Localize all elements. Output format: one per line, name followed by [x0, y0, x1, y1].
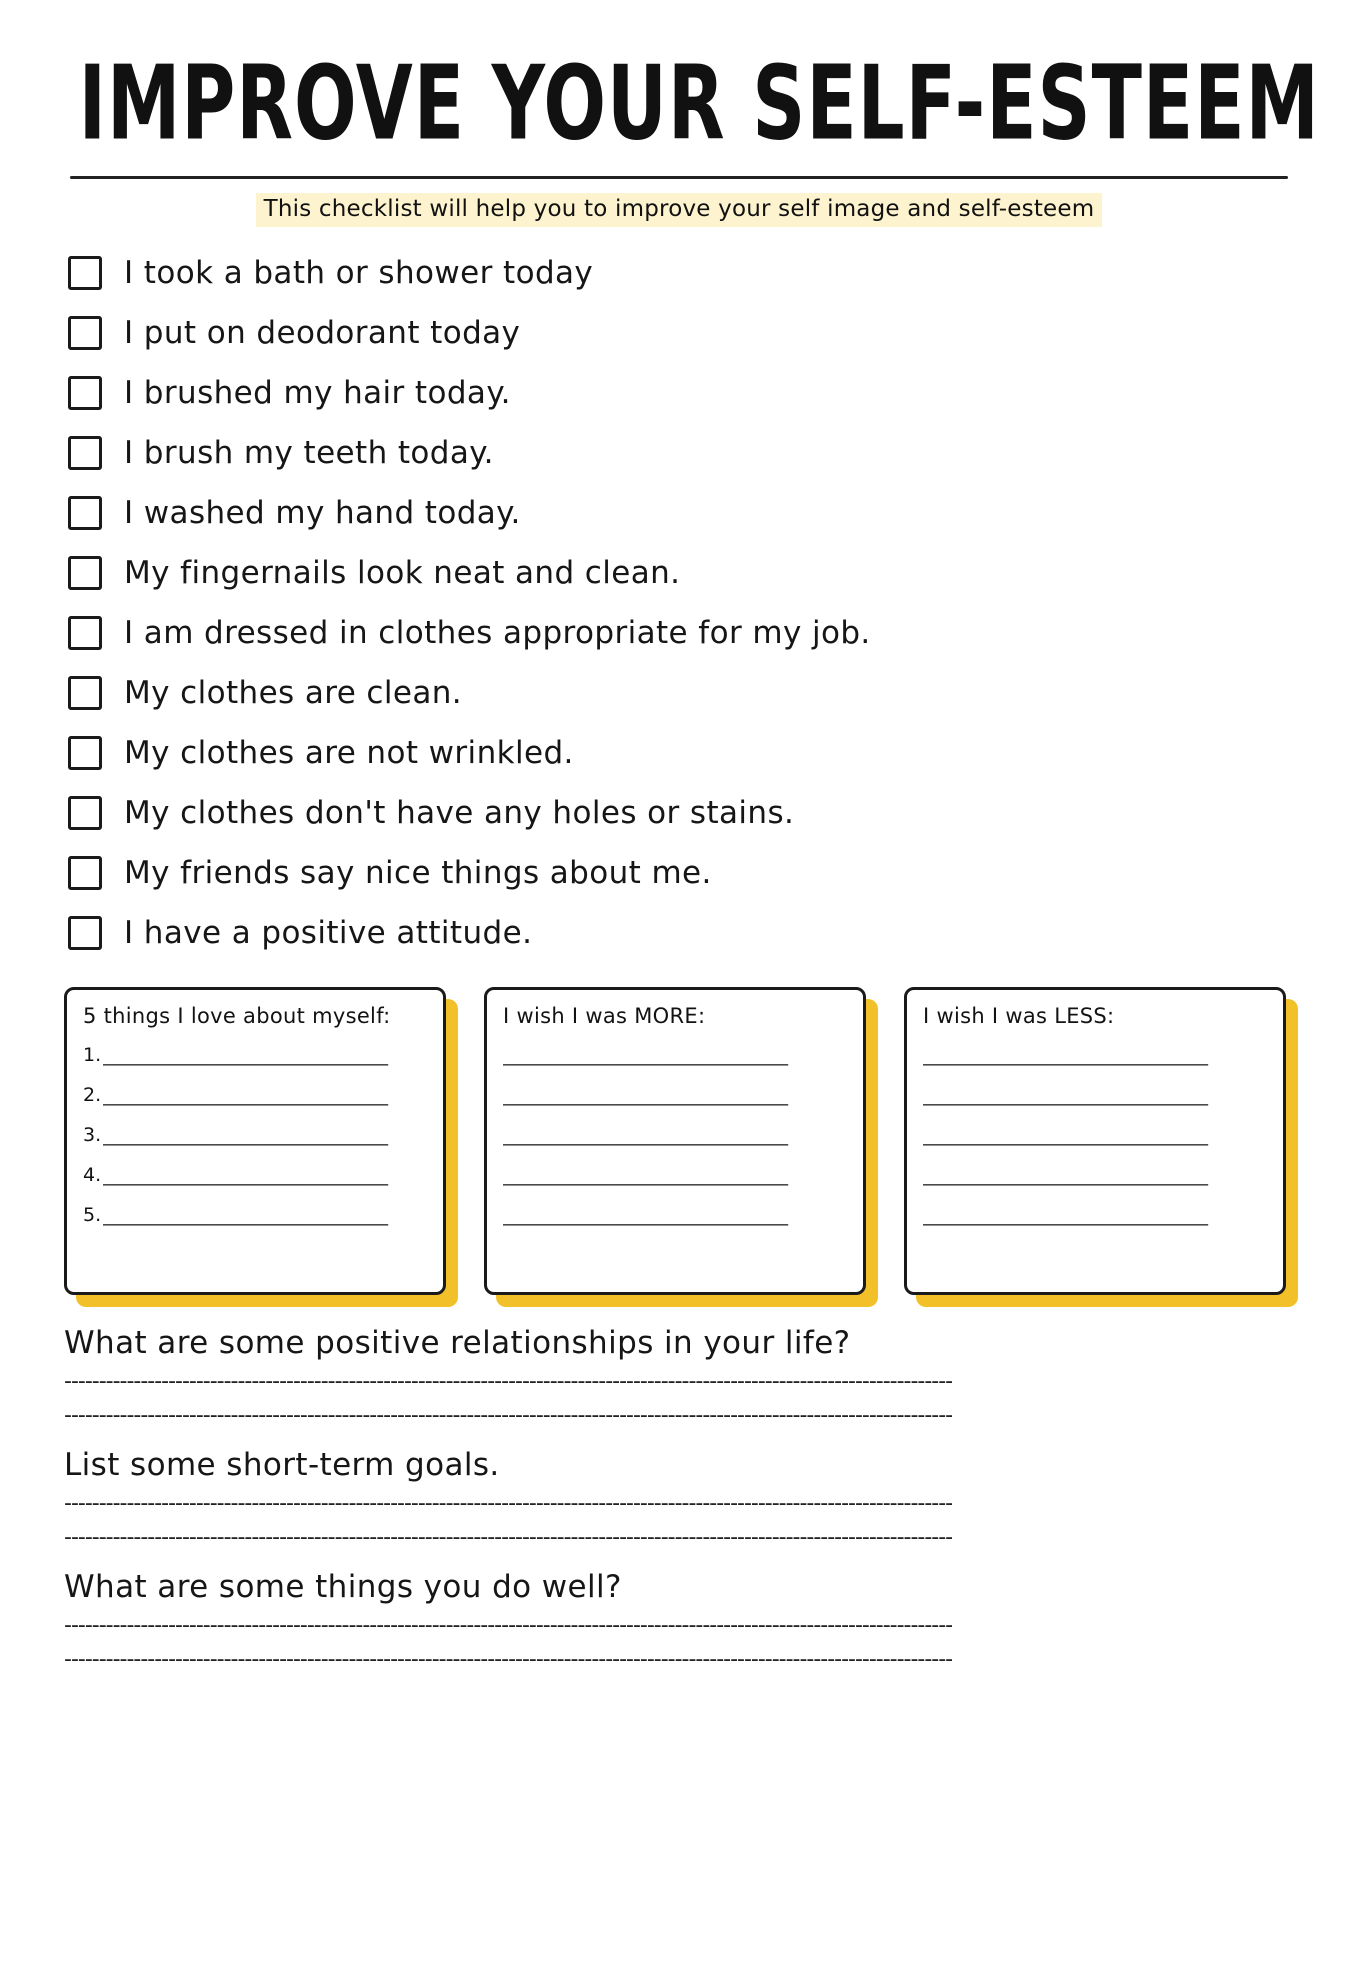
- checklist-item-label: I brushed my hair today.: [124, 375, 511, 411]
- write-line[interactable]: ______________________________: [923, 1084, 1208, 1106]
- worksheet-page: [0, 42, 1358, 1972]
- checkbox-icon[interactable]: [68, 556, 102, 590]
- question-prompt: List some short-term goals.: [64, 1447, 500, 1483]
- checkbox-icon[interactable]: [68, 796, 102, 830]
- question-prompt: What are some positive relationships in your life?: [64, 1325, 851, 1361]
- answer-line[interactable]: --------------------------------------------------------------------------------------------------------------------------------: [64, 1525, 953, 1550]
- checklist-item-label: I am dressed in clothes appropriate for my job.: [124, 615, 871, 651]
- box-love-about-myself: [64, 987, 458, 1307]
- checkbox-icon[interactable]: [68, 676, 102, 710]
- checklist-item-label: My clothes are not wrinkled.: [124, 735, 574, 771]
- write-line[interactable]: ______________________________: [923, 1124, 1208, 1146]
- write-line[interactable]: ______________________________: [923, 1164, 1208, 1186]
- box-body[interactable]: [64, 987, 446, 1295]
- checklist-item-label: My friends say nice things about me.: [124, 855, 712, 891]
- box-entry[interactable]: [503, 1084, 847, 1106]
- box-entry[interactable]: [83, 1204, 427, 1226]
- write-line[interactable]: ______________________________: [503, 1124, 788, 1146]
- checkbox-icon[interactable]: [68, 736, 102, 770]
- checklist-item-label: I took a bath or shower today: [124, 255, 594, 291]
- checkbox-icon[interactable]: [68, 256, 102, 290]
- checkbox-icon[interactable]: [68, 916, 102, 950]
- answer-line[interactable]: --------------------------------------------------------------------------------------------------------------------------------: [64, 1403, 953, 1428]
- write-line[interactable]: ______________________________: [103, 1124, 388, 1146]
- box-entry[interactable]: [503, 1204, 847, 1226]
- box-entry[interactable]: [923, 1044, 1267, 1066]
- list-item[interactable]: [68, 783, 1298, 843]
- box-entry[interactable]: [83, 1044, 427, 1066]
- list-item[interactable]: [68, 903, 1298, 963]
- write-line[interactable]: ______________________________: [503, 1044, 788, 1066]
- write-line[interactable]: ______________________________: [103, 1084, 388, 1106]
- entry-number: 3.: [83, 1124, 102, 1146]
- box-entry[interactable]: [923, 1204, 1267, 1226]
- write-line[interactable]: ______________________________: [103, 1044, 388, 1066]
- box-body[interactable]: [484, 987, 866, 1295]
- list-item[interactable]: [68, 543, 1298, 603]
- box-wish-less: [904, 987, 1298, 1307]
- checklist-item-label: My clothes don't have any holes or stains.: [124, 795, 795, 831]
- list-item[interactable]: [68, 603, 1298, 663]
- entry-number: 5.: [83, 1204, 102, 1226]
- write-line[interactable]: ______________________________: [503, 1164, 788, 1186]
- checklist-item-label: I brush my teeth today.: [124, 435, 494, 471]
- question-prompt: What are some things you do well?: [64, 1569, 622, 1605]
- checkbox-icon[interactable]: [68, 436, 102, 470]
- checklist-item-label: I put on deodorant today: [124, 315, 521, 351]
- checklist-item-label: My fingernails look neat and clean.: [124, 555, 681, 591]
- box-body[interactable]: [904, 987, 1286, 1295]
- box-title: I wish I was MORE:: [503, 1004, 706, 1028]
- checklist-item-label: My clothes are clean.: [124, 675, 463, 711]
- checklist-item-label: I washed my hand today.: [124, 495, 521, 531]
- box-entry[interactable]: [503, 1044, 847, 1066]
- checkbox-icon[interactable]: [68, 616, 102, 650]
- write-line[interactable]: ______________________________: [923, 1204, 1208, 1226]
- box-entry[interactable]: [503, 1164, 847, 1186]
- list-item[interactable]: [68, 303, 1298, 363]
- answer-line[interactable]: --------------------------------------------------------------------------------------------------------------------------------: [64, 1613, 953, 1638]
- entry-number: 2.: [83, 1084, 102, 1106]
- reflection-boxes: [60, 987, 1298, 1307]
- page-title: IMPROVE YOUR SELF-ESTEEM: [78, 42, 1320, 163]
- box-entry[interactable]: [923, 1084, 1267, 1106]
- write-line[interactable]: ______________________________: [923, 1044, 1208, 1066]
- checkbox-icon[interactable]: [68, 316, 102, 350]
- box-title: 5 things I love about myself:: [83, 1004, 391, 1028]
- box-entry[interactable]: [923, 1164, 1267, 1186]
- list-item[interactable]: [68, 723, 1298, 783]
- list-item[interactable]: [68, 423, 1298, 483]
- box-entry[interactable]: [83, 1164, 427, 1186]
- box-entry[interactable]: [923, 1124, 1267, 1146]
- write-line[interactable]: ______________________________: [503, 1084, 788, 1106]
- box-wish-more: [484, 987, 878, 1307]
- list-item[interactable]: [68, 843, 1298, 903]
- list-item[interactable]: [68, 663, 1298, 723]
- write-line[interactable]: ______________________________: [103, 1204, 388, 1226]
- subtitle-highlight: This checklist will help you to improve your self image and self-esteem: [256, 193, 1103, 227]
- write-line[interactable]: ______________________________: [503, 1204, 788, 1226]
- entry-number: 1.: [83, 1044, 102, 1066]
- box-entry[interactable]: [83, 1084, 427, 1106]
- questions-section: [60, 1325, 1298, 1677]
- checkbox-icon[interactable]: [68, 376, 102, 410]
- box-entry[interactable]: [503, 1124, 847, 1146]
- write-line[interactable]: ______________________________: [103, 1164, 388, 1186]
- list-item[interactable]: [68, 363, 1298, 423]
- title-divider: [70, 176, 1288, 179]
- box-title: I wish I was LESS:: [923, 1004, 1115, 1028]
- list-item[interactable]: [68, 483, 1298, 543]
- subtitle-row: [60, 193, 1298, 227]
- box-entry[interactable]: [83, 1124, 427, 1146]
- checklist: [68, 243, 1298, 963]
- checklist-item-label: I have a positive attitude.: [124, 915, 533, 951]
- list-item[interactable]: [68, 243, 1298, 303]
- checkbox-icon[interactable]: [68, 856, 102, 890]
- answer-line[interactable]: --------------------------------------------------------------------------------------------------------------------------------: [64, 1647, 953, 1672]
- entry-number: 4.: [83, 1164, 102, 1186]
- answer-line[interactable]: --------------------------------------------------------------------------------------------------------------------------------: [64, 1369, 953, 1394]
- answer-line[interactable]: --------------------------------------------------------------------------------------------------------------------------------: [64, 1491, 953, 1516]
- checkbox-icon[interactable]: [68, 496, 102, 530]
